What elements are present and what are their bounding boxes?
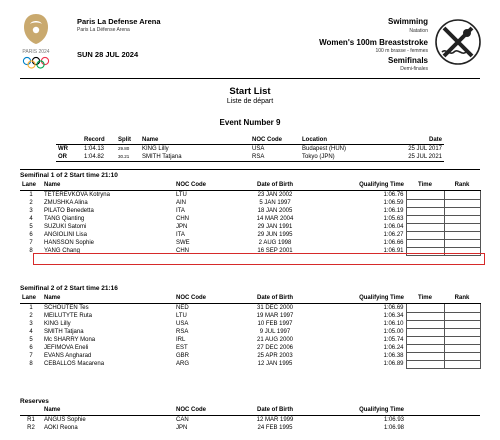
lane-number: 2	[29, 200, 33, 206]
time-cell	[406, 416, 444, 425]
header-location: Location	[300, 136, 386, 145]
noc-code: RSA	[176, 329, 189, 335]
swimming-pictogram-icon	[434, 18, 482, 66]
header-noc: NOC Code	[250, 136, 300, 145]
time-cell	[406, 320, 444, 328]
table-header-row: Lane Name NOC Code Date of Birth Qualifying Time Time Rank	[20, 181, 480, 191]
lane-number: R2	[27, 425, 35, 431]
table-row	[20, 215, 480, 223]
semifinal-1-heading: Semifinal 1 of 2 Start time 21:10	[20, 172, 118, 179]
qualifying-time: 1:05.74	[383, 337, 404, 343]
record-row-or: OR 1:04.82 30.21 SMITH Tatjana RSA Tokyo (JPN) 25 JUL 2021	[58, 154, 442, 160]
date-of-birth: 29 JUN 1995	[257, 232, 293, 238]
date-of-birth: 23 JAN 2002	[257, 192, 293, 198]
lane-number: 5	[29, 337, 33, 343]
date-of-birth: 14 MAR 2004	[256, 216, 294, 222]
lane-number: 2	[29, 313, 33, 319]
table-header-row: Lane Name NOC Code Date of Birth Qualifying Time Time Rank	[20, 294, 480, 304]
qualifying-time: 1:06.69	[383, 305, 404, 311]
qualifying-time: 1:06.89	[383, 361, 404, 367]
event-name: Women's 100m Breaststroke	[319, 38, 428, 47]
rank-cell	[444, 424, 480, 432]
noc-code: ITA	[176, 208, 185, 214]
date-of-birth: 25 APR 2003	[257, 353, 293, 359]
header-date: Date	[386, 136, 444, 145]
rank-cell	[444, 191, 480, 200]
time-cell	[406, 191, 444, 200]
time-cell	[406, 344, 444, 352]
event-number: Event Number 9	[219, 118, 281, 127]
date-of-birth: 27 DEC 2006	[256, 345, 294, 351]
semifinal-2-rows	[20, 304, 480, 369]
time-cell	[406, 360, 444, 368]
qualifying-time: 1:05.00	[383, 329, 404, 335]
date-of-birth: 24 FEB 1995	[257, 425, 293, 431]
table-row	[20, 304, 480, 313]
athlete-name: KING Lilly	[44, 321, 71, 327]
date-of-birth: 29 JAN 1991	[257, 224, 293, 230]
date-of-birth: 2 AUG 1998	[258, 240, 292, 246]
noc-code: ITA	[176, 232, 185, 238]
lane-number: 7	[29, 353, 33, 359]
athlete-name: YANG Chang	[44, 248, 80, 254]
time-cell	[406, 231, 444, 239]
table-row	[20, 312, 480, 320]
qualifying-time: 1:06.66	[383, 240, 404, 246]
phase-name: Semifinals	[387, 56, 428, 65]
noc-code: CHN	[176, 216, 189, 222]
noc-code: SWE	[176, 240, 190, 246]
noc-code: USA	[176, 321, 189, 327]
noc-code: GBR	[176, 353, 190, 359]
noc-code: JPN	[176, 425, 188, 431]
time-cell	[406, 352, 444, 360]
athlete-name: EVANS Angharad	[44, 353, 92, 359]
athlete-name: ZMUSHKA Alina	[44, 200, 88, 206]
reserves-table	[20, 406, 480, 432]
table-row	[20, 424, 480, 432]
qualifying-time: 1:05.63	[383, 216, 404, 222]
noc-code: LTU	[176, 313, 187, 319]
athlete-name: AOKI Reona	[44, 425, 78, 431]
athlete-name: ANGUS Sophie	[44, 417, 86, 423]
rank-cell	[444, 344, 480, 352]
logo-text: PARIS 2024	[22, 49, 50, 55]
semifinal-2-table	[20, 294, 481, 369]
section-divider	[20, 169, 480, 170]
rank-cell	[444, 312, 480, 320]
table-row	[20, 239, 480, 247]
date-of-birth: 19 MAR 1997	[256, 313, 294, 319]
rank-cell	[444, 352, 480, 360]
time-cell	[406, 215, 444, 223]
table-row	[20, 328, 480, 336]
rank-cell	[444, 360, 480, 368]
table-row	[20, 191, 480, 200]
lane-number: 1	[29, 305, 33, 311]
table-row	[20, 207, 480, 215]
qualifying-time: 1:06.59	[383, 200, 404, 206]
athlete-name: HANSSON Sophie	[44, 240, 95, 246]
noc-code: CAN	[176, 417, 189, 423]
lane-number: 7	[29, 240, 33, 246]
record-row-wr: WR 1:04.13 29.80 KING Lilly USA Budapest (HUN) 25 JUL 2017	[58, 146, 442, 152]
lane-number: 3	[29, 321, 33, 327]
noc-code: EST	[176, 345, 188, 351]
time-cell	[406, 239, 444, 247]
semifinal-2-heading: Semifinal 2 of 2 Start time 21:16	[20, 285, 118, 292]
lane-number: 6	[29, 232, 33, 238]
table-row	[20, 320, 480, 328]
noc-code: NED	[176, 305, 189, 311]
qualifying-time: 1:06.93	[383, 417, 404, 423]
header-divider	[20, 78, 480, 79]
lane-number: 6	[29, 345, 33, 351]
lane-number: 8	[29, 361, 33, 367]
noc-code: LTU	[176, 192, 187, 198]
time-cell	[406, 199, 444, 207]
date-of-birth: 21 AUG 2000	[256, 337, 294, 343]
athlete-name: TANG Qianting	[44, 216, 85, 222]
time-cell	[406, 312, 444, 320]
table-header-row: Name NOC Code Date of Birth Qualifying Time	[20, 406, 480, 416]
table-row	[20, 231, 480, 239]
lane-number: R1	[27, 417, 35, 423]
rank-cell	[444, 231, 480, 239]
semifinal-1-rows	[20, 191, 480, 256]
reserves-heading: Reserves	[20, 398, 49, 405]
table-row	[20, 336, 480, 344]
qualifying-time: 1:06.04	[383, 224, 404, 230]
noc-code: IRL	[176, 337, 186, 343]
qualifying-time: 1:06.19	[383, 208, 404, 214]
time-cell	[406, 328, 444, 336]
doc-subtitle: Liste de départ	[226, 98, 274, 105]
qualifying-time: 1:06.24	[383, 345, 404, 351]
qualifying-time: 1:06.98	[383, 425, 404, 431]
lane-number: 1	[29, 192, 33, 198]
rank-cell	[444, 199, 480, 207]
time-cell	[406, 223, 444, 231]
athlete-name: PILATO Benedetta	[44, 208, 94, 214]
qualifying-time: 1:06.27	[383, 232, 404, 238]
lane-number: 4	[29, 329, 33, 335]
date-of-birth: 9 JUL 1997	[259, 329, 291, 335]
athlete-name: Mc SHARRY Mona	[44, 337, 96, 343]
lane-number: 8	[29, 248, 33, 254]
athlete-name: SMITH Tatjana	[44, 329, 84, 335]
header-split: Split	[116, 136, 140, 145]
rank-cell	[444, 416, 480, 425]
sport-name: Swimming	[387, 17, 428, 26]
date-of-birth: 12 JAN 1995	[257, 361, 293, 367]
athlete-name: ANGIOLINI Lisa	[44, 232, 88, 238]
rank-cell	[444, 207, 480, 215]
qualifying-time: 1:06.10	[383, 321, 404, 327]
qualifying-time: 1:06.91	[383, 248, 404, 254]
noc-code: ARG	[176, 361, 190, 367]
date-of-birth: 12 MAR 1999	[256, 417, 294, 423]
time-cell	[406, 336, 444, 344]
table-row	[20, 344, 480, 352]
table-row	[20, 223, 480, 231]
sport-name-fr: Natation	[409, 28, 428, 34]
event-name-fr: 100 m brasse - femmes	[375, 48, 428, 54]
table-row	[20, 416, 480, 425]
reserves-rows	[20, 416, 480, 433]
noc-code: JPN	[176, 224, 188, 230]
lane-number: 4	[29, 216, 33, 222]
semifinal-1-table	[20, 181, 481, 256]
records-table	[56, 136, 444, 162]
table-row	[20, 352, 480, 360]
rank-cell	[444, 223, 480, 231]
paris-2024-logo	[10, 10, 62, 72]
noc-code: CHN	[176, 248, 189, 254]
rank-cell	[444, 336, 480, 344]
date-of-birth: 16 SEP 2001	[257, 248, 293, 254]
athlete-name: SCHOUTEN Tes	[44, 305, 89, 311]
rank-cell	[444, 320, 480, 328]
date-of-birth: 18 JAN 2005	[257, 208, 293, 214]
doc-title: Start List	[229, 86, 271, 97]
rank-cell	[444, 239, 480, 247]
athlete-name: CEBALLOS Macarena	[44, 361, 105, 367]
lane-number: 5	[29, 224, 33, 230]
time-cell	[406, 424, 444, 432]
header-name: Name	[140, 136, 250, 145]
records-header-row	[56, 136, 444, 145]
qualifying-time: 1:06.38	[383, 353, 404, 359]
date-of-birth: 10 FEB 1997	[257, 321, 293, 327]
venue-name: Paris La Defense Arena	[77, 17, 161, 26]
athlete-name: MEILUTYTE Ruta	[44, 313, 93, 319]
highlighted-row-box	[33, 253, 485, 265]
noc-code: AIN	[176, 200, 187, 206]
rank-cell	[444, 215, 480, 223]
date-of-birth: 31 DEC 2000	[256, 305, 294, 311]
table-row	[20, 199, 480, 207]
time-cell	[406, 207, 444, 215]
phase-name-fr: Demi-finales	[400, 66, 428, 72]
rank-cell	[444, 304, 480, 313]
time-cell	[406, 304, 444, 313]
lane-number: 3	[29, 208, 33, 214]
header-record: Record	[82, 136, 116, 145]
date-of-birth: 5 JAN 1997	[259, 200, 291, 206]
competition-date: SUN 28 JUL 2024	[77, 50, 139, 59]
athlete-name: JEFIMOVA Eneli	[44, 345, 89, 351]
athlete-name: TETEREVKOVA Kotryna	[44, 192, 110, 198]
qualifying-time: 1:06.34	[383, 313, 404, 319]
table-row	[20, 360, 480, 368]
athlete-name: SUZUKI Satomi	[44, 224, 87, 230]
rank-cell	[444, 328, 480, 336]
venue-name-fr: Paris La Défense Arena	[77, 27, 130, 33]
qualifying-time: 1:06.76	[383, 192, 404, 198]
